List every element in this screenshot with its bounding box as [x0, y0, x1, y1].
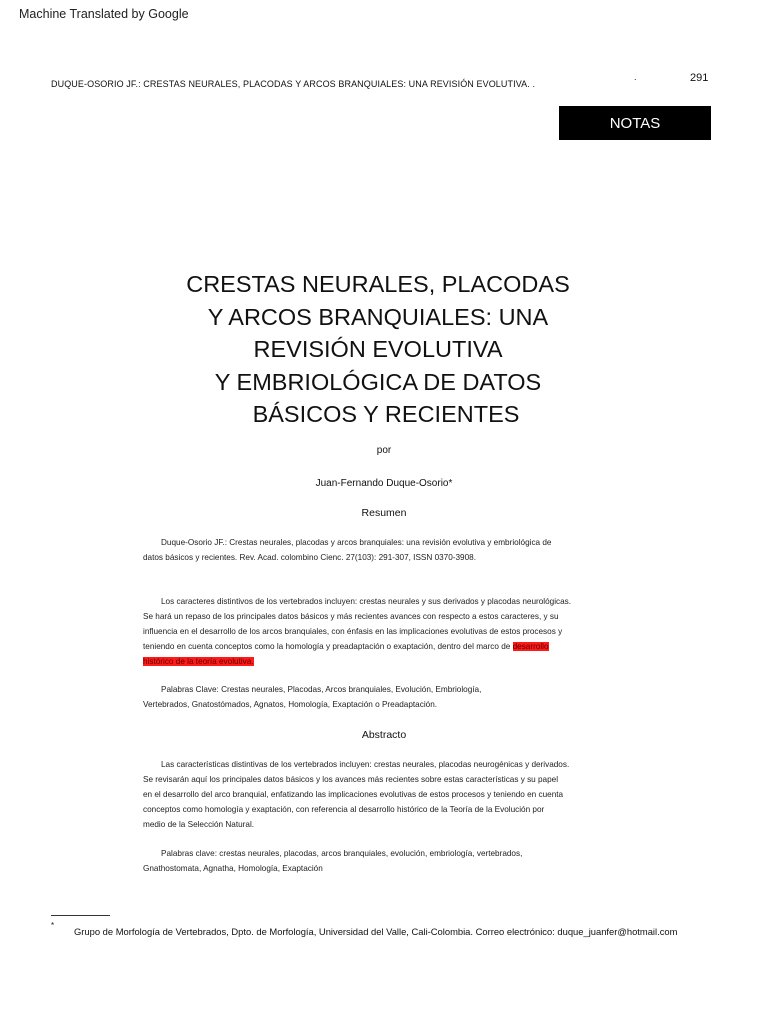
keywords-line: Gnathostomata, Agnatha, Homología, Exaptación — [143, 864, 323, 873]
abstract-line: medio de la Selección Natural. — [143, 820, 255, 829]
resumen-paragraph — [143, 594, 623, 669]
abstract-line: conceptos como homología y exaptación, con referencia al desarrollo histórico de la Teoría de la Evolución por — [143, 805, 545, 814]
header-dot: . — [634, 72, 637, 82]
title-line: CRESTAS NEURALES, PLACODAS — [186, 271, 570, 297]
citation-line: datos básicos y recientes. Rev. Acad. colombino Cienc. 27(103): 291-307, ISSN 0370-3908. — [143, 553, 476, 562]
abstract-line: Las características distintivas de los vertebrados incluyen: crestas neurales, placodas neurogénicas y derivados. — [161, 760, 570, 769]
keywords-line: Palabras clave: crestas neurales, placodas, arcos branquiales, evolución, embriología, vertebrados, — [161, 849, 523, 858]
abstract-line: Se revisarán aquí los principales datos básicos y los avances más recientes sobre estas características y su papel — [143, 775, 559, 784]
translation-banner: Machine Translated by Google — [19, 7, 189, 21]
title-line: Y ARCOS BRANQUIALES: UNA — [207, 303, 549, 330]
resumen-line: influencia en el desarrollo de los arcos branquiales, con énfasis en las implicaciones evolutivas de estos procesos y — [143, 627, 563, 636]
resumen-heading: Resumen — [361, 507, 407, 519]
abstract-heading: Abstracto — [361, 729, 407, 741]
running-header: DUQUE-OSORIO JF.: CRESTAS NEURALES, PLACODAS Y ARCOS BRANQUIALES: UNA REVISIÓN EVOLUTIVA. . — [51, 79, 536, 89]
author-name: Juan-Fernando Duque-Osorio* — [315, 478, 453, 489]
resumen-line: Se hará un repaso de los principales datos básicos y más recientes avances con respecto a estos caracteres, y su — [143, 612, 559, 621]
highlighted-text: desarrollo — [512, 642, 549, 651]
page-number: 291 — [690, 72, 709, 84]
footnote-rule — [51, 915, 110, 916]
abstract-keywords — [143, 846, 623, 876]
section-badge: NOTAS — [559, 106, 711, 140]
resumen-line: Los caracteres distintivos de los vertebrados incluyen: crestas neurales y sus derivados y placodas neurológicas. — [161, 597, 572, 606]
footnote-text: Grupo de Morfología de Vertebrados, Dpto. de Morfología, Universidad del Valle, Cali-Colombia. Correo electrónico: duque_juanfer@hotmail.com — [74, 926, 678, 937]
title-line: REVISIÓN EVOLUTIVA — [253, 336, 503, 362]
title-line: Y EMBRIOLÓGICA DE DATOS — [214, 368, 542, 395]
highlighted-text: histórico de la teoría evolutiva. — [143, 657, 254, 666]
keywords-line: Palabras Clave: Crestas neurales, Placodas, Arcos branquiales, Evolución, Embriología, — [161, 685, 482, 694]
byline-por: por — [376, 445, 392, 456]
citation-paragraph — [143, 535, 623, 565]
title-line: BÁSICOS Y RECIENTES — [252, 401, 520, 427]
article-title — [100, 268, 656, 431]
resumen-keywords — [143, 682, 623, 712]
abstract-paragraph — [143, 757, 623, 832]
abstract-line: en el desarrollo del arco branquial, enfatizando las implicaciones evolutivas de estos procesos y teniendo en cuenta — [143, 790, 564, 799]
keywords-line: Vertebrados, Gnatostómados, Agnatos, Homología, Exaptación o Preadaptación. — [143, 700, 438, 709]
footnote-marker: * — [51, 921, 55, 930]
resumen-line: teniendo en cuenta conceptos como la homología y preadaptación o exaptación, dentro del marco de — [143, 642, 513, 651]
citation-line: Duque-Osorio JF.: Crestas neurales, placodas y arcos branquiales: una revisión evolutiva y embriológica de — [161, 538, 552, 547]
